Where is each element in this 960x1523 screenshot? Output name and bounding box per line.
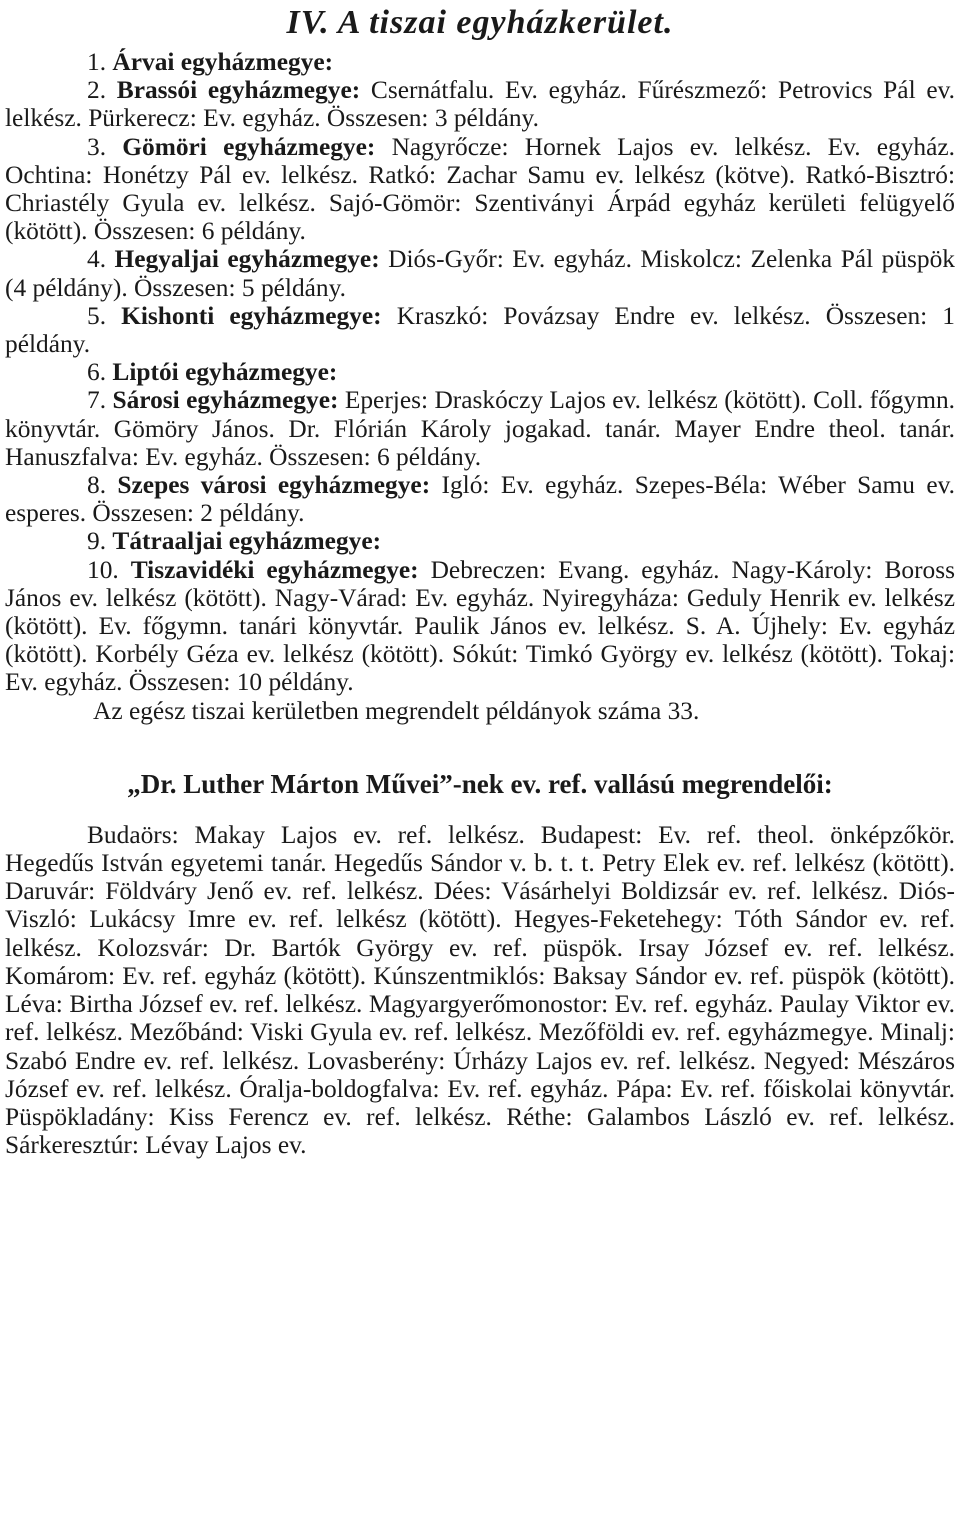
item-text: Csernátfalu. Ev. egyház. Fűrészmező: Petrovics Pál ev. lelkész. Pürkerecz: Ev. egyház. Összesen: 3 példány.: [5, 76, 955, 133]
item-number: 9.: [87, 527, 107, 556]
list-item: [5, 556, 955, 697]
list-item: [5, 245, 955, 301]
item-number: 10.: [87, 555, 119, 584]
list-item: [5, 386, 955, 471]
diocese-name: Árvai egyházmegye:: [112, 48, 334, 76]
item-text: Debreczen: Evang. egyház. Nagy-Károly: Boross János ev. lelkész (kötött). Nagy-Várad: Ev. egyház. Nyiregyháza: Geduly Henrik ev. lelkész (kötött). Ev. főgymn. tanári könyvtár. Paulik János ev. lelkész. S. A. Újhely: Ev. egyház (kötött). Korbély Géza ev. lelkész (kötött). Sókút: Timkó György ev. lelkész (kötött). Tokaj: Ev. egyház. Összesen: 10 példány.: [5, 555, 955, 697]
diocese-name: Brassói egyházmegye:: [116, 76, 361, 105]
item-text: Kraszkó: Povázsay Endre ev. lelkész. Összesen: 1 példány.: [5, 301, 955, 359]
diocese-name: Tátraaljai egyházmegye:: [112, 527, 382, 556]
diocese-list: [5, 48, 955, 697]
diocese-name: Szepes városi egyházmegye:: [117, 471, 431, 500]
item-number: 7.: [87, 386, 107, 415]
item-text: Eperjes: Draskóczy Lajos ev. lelkész (kötött). Coll. főgymn. könyvtár. Gömöry János. Dr. Flórián Károly jogakad. tanár. Mayer Endre theol. tanár. Hanuszfalva: Ev. egyház. Összesen: 6 példány.: [5, 386, 955, 471]
list-item: [5, 527, 955, 555]
item-number: 8.: [87, 471, 107, 500]
list-item: [5, 133, 955, 246]
list-item: [5, 471, 955, 527]
diocese-name: Gömöri egyházmegye:: [122, 132, 376, 161]
page-title: IV. A tiszai egyházkerület.: [286, 4, 674, 41]
list-item: [5, 48, 955, 76]
subscriber-list: Budaörs: Makay Lajos ev. ref. lelkész. Budapest: Ev. ref. theol. önképzőkör. Hegedűs István egyetemi tanár. Hegedűs Sándor v. b. t. t. Petry Elek ev. ref. lelkész (kötött). Daruvár: Földváry Jenő ev. ref. lelkész. Dées: Vásárhelyi Boldizsár ev. ref. lelkész. Diós-Viszló: Lukácsy Imre ev. ref. lelkész (kötött). Hegyes-Feketehegy: Tóth Sándor ev. ref. lelkész. Kolozsvár: Dr. Bartók György ev. ref. püspök. Irsay József ev. ref. lelkész. Komárom: Ev. ref. egyház (kötött). Kúnszentmiklós: Baksay Sándor ev. ref. püspök (kötött). Léva: Birtha József ev. ref. lelkész. Magyargyerőmonostor: Ev. ref. egyház. Paulay Viktor ev. ref. lelkész. Mezőbánd: Viski Gyula ev. ref. lelkész. Mezőföldi ev. ref. egyházmegye. Minalj: Szabó Endre ev. ref. lelkész. Lovasberény: Úrházy Lajos ev. ref. lelkész. Negyed: Mészáros József ev. ref. lelkész. Óralja-boldogfalva: Ev. ref. egyház. Pápa: Ev. ref. főiskolai könyvtár. Püspökladány: Kiss Ferencz ev. ref. lelkész. Réthe: Galambos László ev. ref. lelkész. Sárkeresztúr: Lévay Lajos ev.: [5, 820, 955, 1160]
diocese-name: Hegyaljai egyházmegye:: [114, 245, 380, 274]
district-summary: Az egész tiszai kerületben megrendelt példányok száma 33.: [93, 696, 700, 725]
item-text: Diós-Győr: Ev. egyház. Miskolcz: Zelenka Pál püspök (4 példány). Összesen: 5 példány.: [5, 245, 955, 302]
item-number: 5.: [87, 301, 107, 330]
item-number: 1.: [87, 48, 107, 76]
section-heading: „Dr. Luther Márton Művei”-nek ev. ref. vallású megrendelői:: [127, 768, 833, 799]
item-text: Igló: Ev. egyház. Szepes-Béla: Wéber Samu ev. esperes. Összesen: 2 példány.: [5, 471, 955, 528]
item-number: 3.: [87, 132, 107, 161]
list-item: [5, 76, 955, 132]
diocese-name: Kishonti egyházmegye:: [121, 301, 382, 330]
diocese-name: Liptói egyházmegye:: [112, 358, 338, 387]
list-item: [5, 358, 955, 386]
item-number: 2.: [87, 76, 107, 105]
item-number: 4.: [87, 245, 107, 274]
item-text: Nagyrőcze: Hornek Lajos ev. lelkész. Ev. egyház. Ochtina: Honétzy Pál ev. lelkész. Ratkó: Zachar Samu ev. lelkész (kötve). Ratkó-Bisztró: Chriastély Gyula ev. lelkész. Sajó-Gömör: Szentiványi Árpád egyház kerületi felügyelő (kötött). Összesen: 6 példány.: [5, 132, 955, 246]
diocese-name: Sárosi egyházmegye:: [112, 386, 339, 415]
list-item: [5, 302, 955, 358]
diocese-name: Tiszavidéki egyházmegye:: [130, 555, 419, 584]
item-number: 6.: [87, 358, 107, 387]
